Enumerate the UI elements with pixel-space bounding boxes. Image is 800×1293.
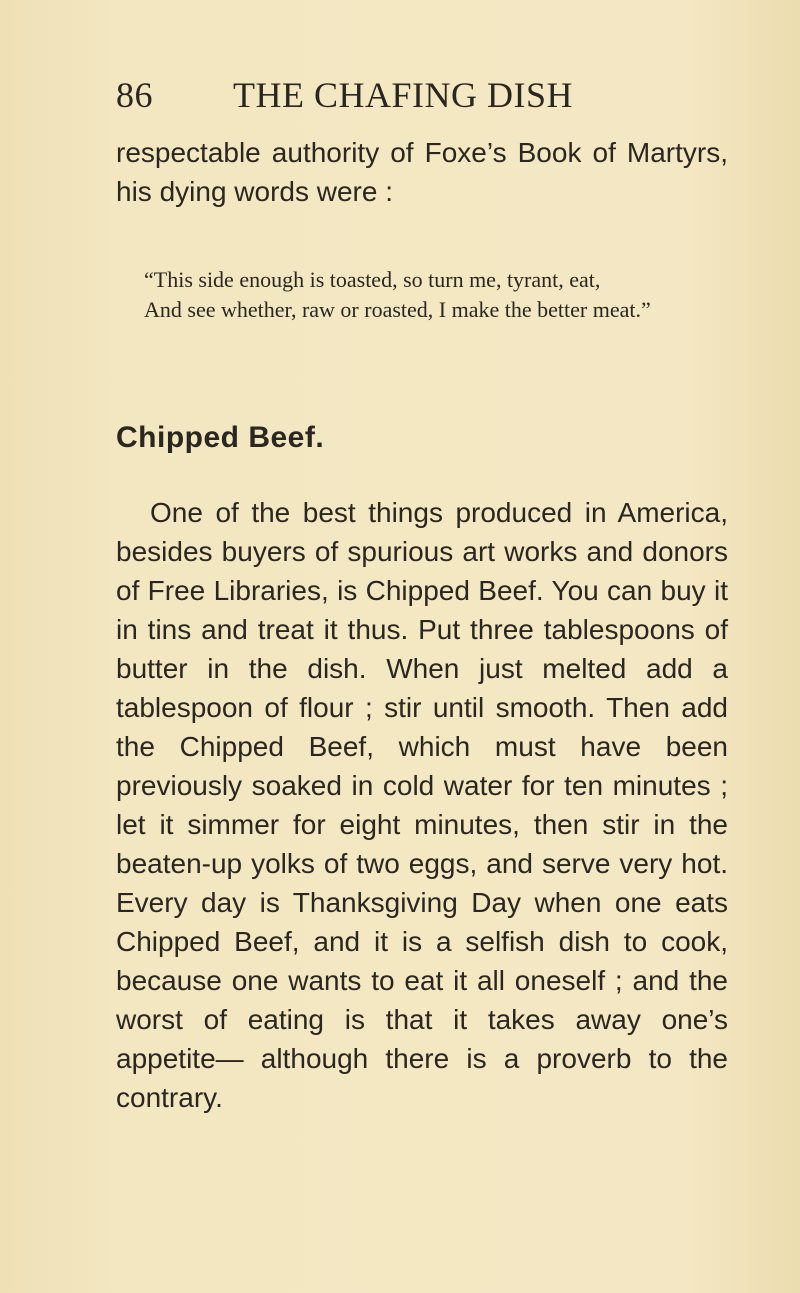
page-number: 86 (116, 75, 153, 115)
recipe-paragraph: One of the best things produced in America, besides buyers of spurious art works and donors of Free Libraries, is Chipped Beef. You can buy it in tins and treat it thus. Put three tablespoons of butter in the dish. When just melted add a tablespoon of flour ; stir until smooth. Then add the Chipped Beef, which must have been previously soaked in cold water for ten minutes ; let it simmer for eight minutes, then stir in the beaten-up yolks of two eggs, and serve very hot. Every day is Thanksgiving Day when one eats Chipped Beef, and it is a selfish dish to cook, because one wants to eat it all oneself ; and the worst of eating is that it takes away one’s appetite— although there is a proverb to the contrary. (116, 497, 728, 1113)
verse-line: And see whether, raw or roasted, I make the better meat.” (144, 297, 651, 322)
running-title: THE CHAFING DISH (233, 75, 573, 115)
section-heading: Chipped Beef. (116, 421, 325, 454)
verse-quote (144, 265, 704, 325)
verse-line: “This side enough is toasted, so turn me, tyrant, eat, (144, 267, 601, 292)
running-head (116, 74, 716, 118)
opening-paragraph: respectable authority of Foxe’s Book of Martyrs, his dying words were : (116, 137, 728, 207)
